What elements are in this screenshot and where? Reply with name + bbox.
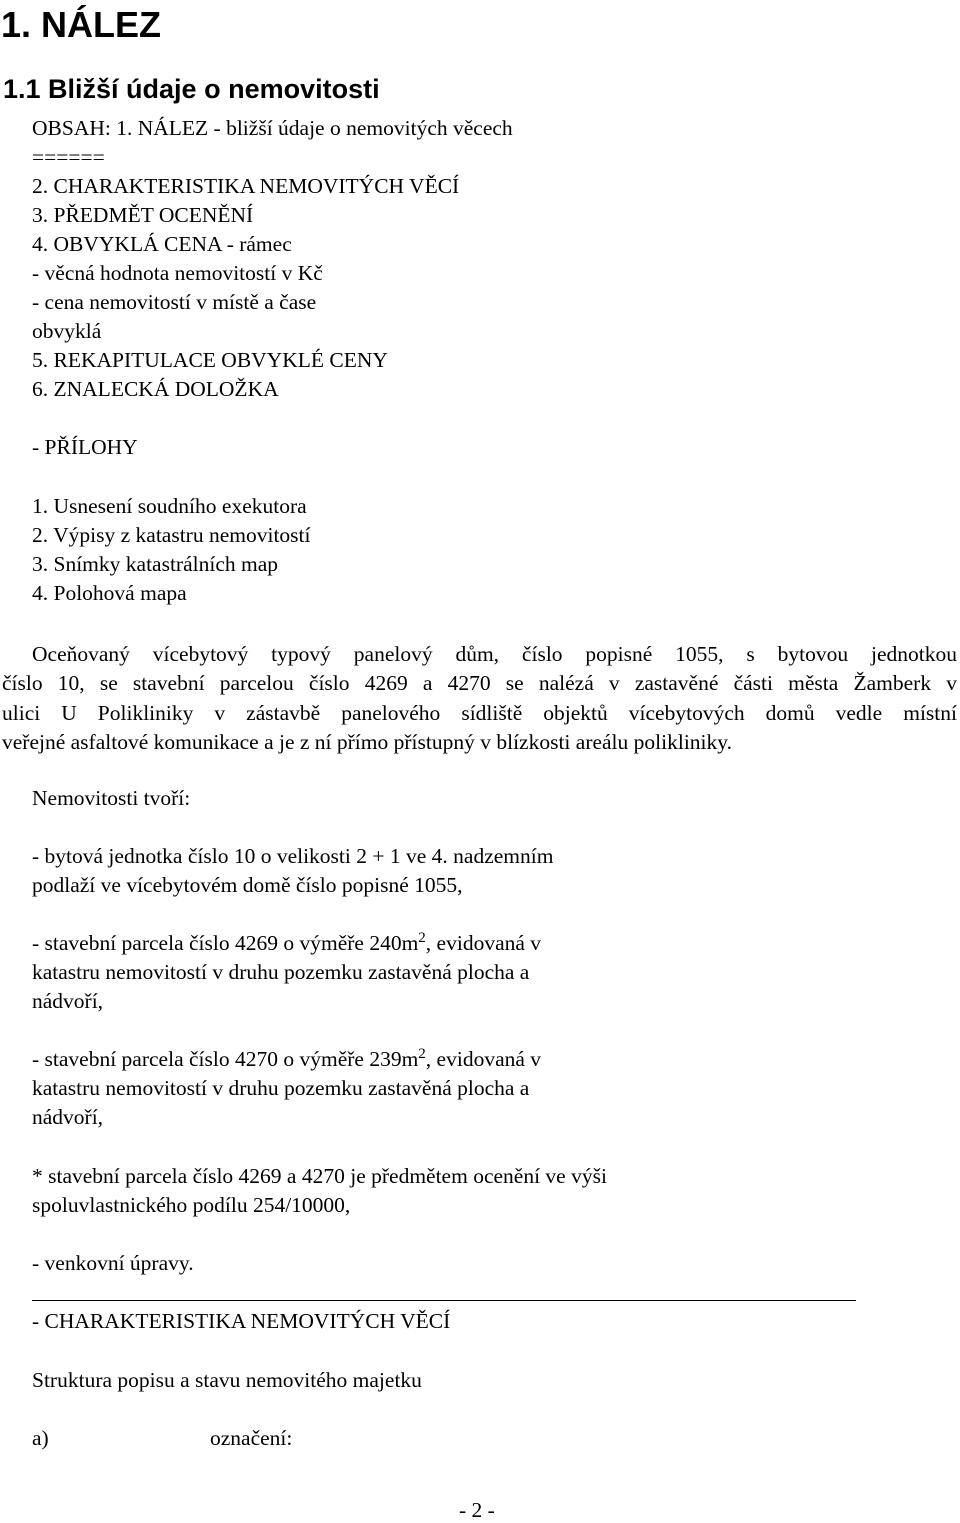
contents-line: - věcná hodnota nemovitostí v Kč — [32, 261, 323, 285]
area-unit-superscript: 2 — [418, 1046, 426, 1062]
share-note-line: spoluvlastnického podílu 254/10000, — [32, 1193, 351, 1217]
item-a-label: označení: — [210, 1426, 293, 1450]
property-description — [2, 640, 957, 757]
area-unit-superscript: 2 — [418, 930, 426, 946]
property-title: Nemovitosti tvoří: — [32, 786, 191, 810]
parcel-4270-line: katastru nemovitostí v druhu pozemku zastavěná plocha a — [32, 1076, 530, 1100]
attachment-item: 2. Výpisy z katastru nemovitostí — [32, 523, 311, 547]
parcel-4269-line: nádvoří, — [32, 989, 104, 1013]
attachment-item: 4. Polohová mapa — [32, 581, 187, 605]
attachments-title: - PŘÍLOHY — [32, 435, 138, 459]
parcel-4269-suffix: , evidovaná v — [425, 931, 542, 955]
share-note-line: * stavební parcela číslo 4269 a 4270 je předmětem ocenění ve výši — [32, 1164, 607, 1188]
chapter2-title: - CHARAKTERISTIKA NEMOVITÝCH VĚCÍ — [32, 1309, 451, 1333]
section-divider — [32, 1300, 856, 1301]
page-number: - 2 - — [459, 1498, 495, 1522]
description-line: Oceňovaný vícebytový typový panelový dům, číslo popisné 1055, s bytovou jednotkou — [32, 642, 957, 666]
contents-line: 2. CHARAKTERISTIKA NEMOVITÝCH VĚCÍ — [32, 174, 460, 198]
item-a-letter: a) — [32, 1426, 49, 1450]
contents-line: ====== — [32, 145, 105, 169]
unit-line: podlaží ve vícebytovém domě číslo popisné 1055, — [32, 873, 463, 897]
contents-line: 4. OBVYKLÁ CENA - rámec — [32, 232, 292, 256]
section-heading: 1.1 Bližší údaje o nemovitosti — [3, 74, 380, 104]
description-line: ulici U Polikliniky v zástavbě panelového sídliště objektů vícebytových domů vedle místní — [2, 700, 957, 725]
contents-line: - cena nemovitostí v místě a čase — [32, 290, 317, 314]
description-line: číslo 10, se stavební parcelou číslo 4269 a 4270 se nalézá v zastavěné části města Žamberk v — [2, 671, 957, 696]
contents-line: 5. REKAPITULACE OBVYKLÉ CENY — [32, 348, 388, 372]
parcel-4269-prefix: - stavební parcela číslo 4269 o výměře 240m — [32, 931, 419, 955]
contents-line: 3. PŘEDMĚT OCENĚNÍ — [32, 203, 254, 227]
contents-line: 6. ZNALECKÁ DOLOŽKA — [32, 377, 279, 401]
outdoor-works: - venkovní úpravy. — [32, 1251, 194, 1275]
description-line: veřejné asfaltové komunikace a je z ní přímo přístupný v blízkosti areálu polikliniky. — [2, 729, 733, 754]
attachment-item: 1. Usnesení soudního exekutora — [32, 494, 307, 518]
contents-line: obvyklá — [32, 319, 102, 343]
parcel-4270-suffix: , evidovaná v — [425, 1047, 542, 1071]
structure-title: Struktura popisu a stavu nemovitého majetku — [32, 1368, 422, 1392]
parcel-4270-prefix: - stavební parcela číslo 4270 o výměře 239m — [32, 1047, 419, 1071]
unit-line: - bytová jednotka číslo 10 o velikosti 2 + 1 ve 4. nadzemním — [32, 844, 554, 868]
contents-line: OBSAH: 1. NÁLEZ - bližší údaje o nemovitých věcech — [32, 116, 513, 140]
parcel-4270-line: nádvoří, — [32, 1105, 104, 1129]
parcel-4269-line — [32, 930, 542, 955]
attachment-item: 3. Snímky katastrálních map — [32, 552, 279, 576]
parcel-4269-line: katastru nemovitostí v druhu pozemku zastavěná plocha a — [32, 960, 530, 984]
parcel-4270-line — [32, 1046, 542, 1071]
chapter-heading: 1. NÁLEZ — [1, 4, 162, 45]
